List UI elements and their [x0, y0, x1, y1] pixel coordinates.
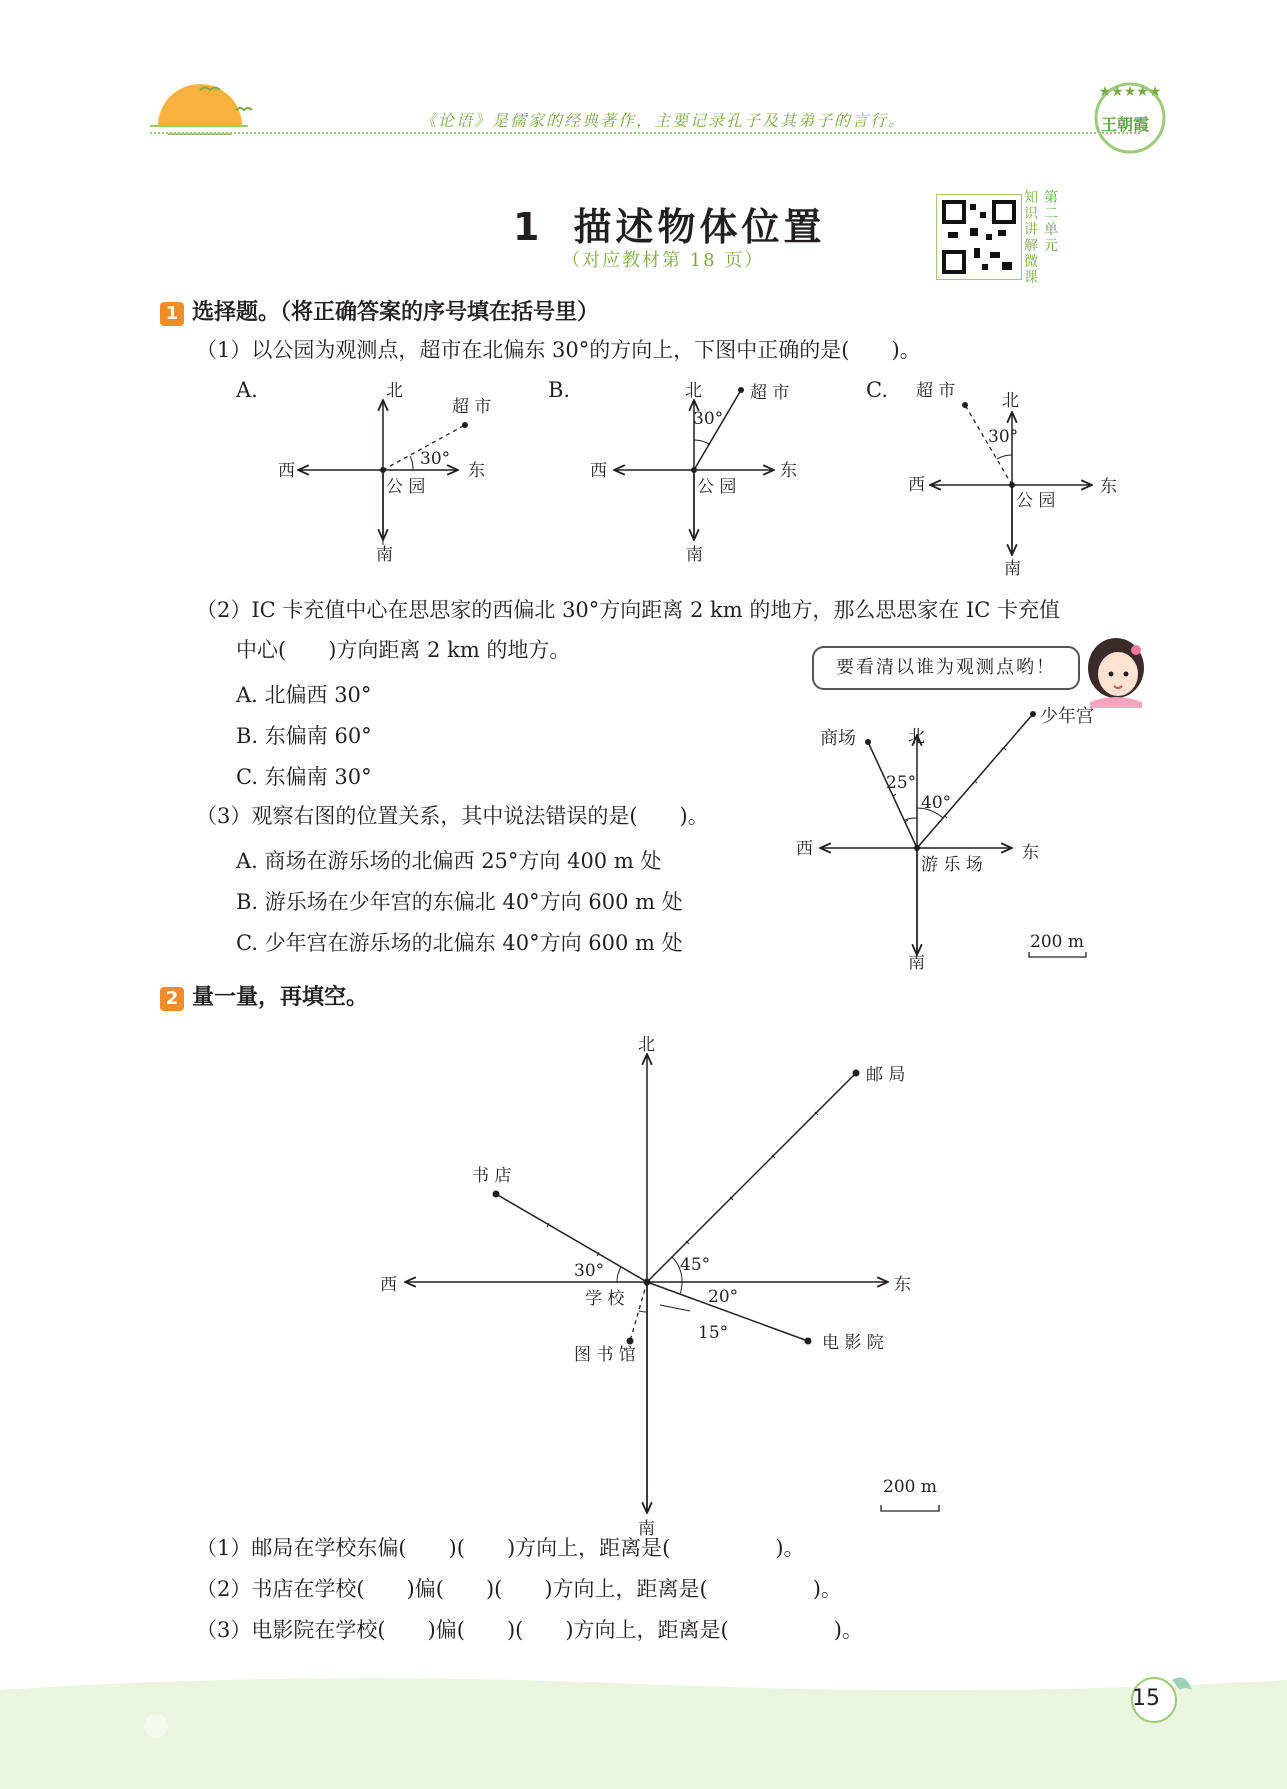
s2-cinema: 电 影 院 [822, 1333, 884, 1353]
q1-text: （1）以公园为观测点，超市在北偏东 30°的方向上，下图中正确的是( )。 [196, 338, 921, 362]
q3-option-a[interactable]: A. 商场在游乐场的北偏西 25°方向 400 m 处 [236, 849, 662, 873]
page-number: 15 [1132, 1686, 1160, 1711]
logo-text: 王朝霞 [1101, 115, 1150, 134]
c-east: 东 [1100, 477, 1117, 497]
q2-option-b[interactable]: B. 东偏南 60° [236, 724, 372, 748]
s2-center: 学 校 [585, 1289, 625, 1309]
q2-option-a[interactable]: A. 北偏西 30° [236, 683, 372, 707]
s2-question-1[interactable]: （1）邮局在学校东偏( )( )方向上，距离是( )。 [196, 1536, 805, 1560]
s2-north: 北 [638, 1035, 655, 1055]
a-west: 西 [278, 461, 295, 481]
q2-text-line2: 中心( )方向距离 2 km 的地方。 [236, 638, 571, 662]
a-park: 公 园 [386, 477, 426, 497]
b-east: 东 [780, 461, 797, 481]
section1-title: 选择题。（将正确答案的序号填在括号里） [192, 300, 600, 325]
q3-option-c[interactable]: C. 少年宫在游乐场的北偏东 40°方向 600 m 处 [236, 931, 683, 955]
q3-text: （3）观察右图的位置关系，其中说法错误的是( )。 [196, 804, 709, 828]
s2-scale-label: 200 m [883, 1477, 937, 1497]
c-north: 北 [1002, 391, 1019, 411]
c-market: 超 市 [916, 381, 956, 401]
s2-angle-20: 20° [708, 1287, 739, 1307]
b-north: 北 [685, 381, 702, 401]
title-text: 描述物体位置 [573, 205, 826, 249]
c-south: 南 [1004, 559, 1021, 579]
c-angle: 30° [988, 427, 1019, 447]
s2-south: 南 [638, 1519, 655, 1539]
a-north: 北 [386, 381, 403, 401]
q2-option-c[interactable]: C. 东偏南 30° [236, 765, 372, 789]
qr-lesson-label: 知识讲解微课 [1024, 190, 1038, 286]
b-market: 超 市 [750, 383, 790, 403]
q1-option-b[interactable]: B. [548, 378, 571, 402]
q3-option-b[interactable]: B. 游乐场在少年宫的东偏北 40°方向 600 m 处 [236, 890, 683, 914]
q3-east: 东 [1022, 843, 1039, 863]
s2-bookstore: 书 店 [472, 1166, 512, 1186]
q3-west: 西 [796, 839, 813, 859]
s2-west: 西 [380, 1275, 397, 1295]
q3-palace: 少年宫 [1040, 706, 1094, 727]
s2-question-2[interactable]: （2）书店在学校( )偏( )( )方向上，距离是( )。 [196, 1577, 842, 1601]
s2-question-3[interactable]: （3）电影院在学校( )偏( )( )方向上，距离是( )。 [196, 1618, 863, 1642]
s2-library: 图 书 馆 [574, 1345, 636, 1365]
s2-east: 东 [894, 1275, 911, 1295]
s2-angle-30: 30° [574, 1261, 605, 1281]
q3-angle-25: 25° [886, 773, 917, 793]
footer-decoration [0, 1660, 1287, 1789]
s2-post: 邮 局 [866, 1065, 906, 1085]
qr-unit-label: 第二单元 [1044, 190, 1058, 254]
hint-bubble: 要看清以谁为观测点哟！ [812, 646, 1080, 690]
q3-south: 南 [908, 953, 925, 973]
q3-mall: 商场 [820, 728, 856, 749]
header-quote: 《论语》是儒家的经典著作，主要记录孔子及其弟子的言行。 [420, 111, 907, 130]
a-angle: 30° [420, 449, 451, 469]
q3-angle-40: 40° [921, 793, 952, 813]
s2-angle-15: 15° [698, 1323, 729, 1343]
b-park: 公 园 [697, 477, 737, 497]
q3-center: 游 乐 场 [921, 855, 983, 875]
q1-option-c[interactable]: C. [866, 378, 888, 402]
section1-badge: 1 [160, 302, 184, 326]
title-number: 1 [513, 205, 544, 249]
q1-option-a[interactable]: A. [236, 378, 258, 402]
q3-north: 北 [908, 727, 925, 747]
a-market: 超 市 [452, 397, 492, 417]
b-angle: 30° [693, 409, 724, 429]
b-south: 南 [686, 545, 703, 565]
a-east: 东 [468, 461, 485, 481]
s2-angle-45: 45° [680, 1255, 711, 1275]
s2-scale-bar [881, 1505, 939, 1511]
section2-title: 量一量，再填空。 [192, 985, 369, 1010]
q2-text-line1: （2）IC 卡充值中心在思思家的西偏北 30°方向距离 2 km 的地方，那么思思家在 IC 卡充值 [196, 598, 1061, 622]
c-park: 公 园 [1016, 491, 1056, 511]
b-west: 西 [590, 461, 607, 481]
c-west: 西 [908, 475, 925, 495]
svg-text:★★★★★: ★★★★★ [1098, 84, 1162, 100]
q3-scale-label: 200 m [1030, 932, 1084, 952]
a-south: 南 [376, 545, 393, 565]
page-subtitle: （对应教材第 18 页） [562, 250, 765, 271]
section2-badge: 2 [160, 987, 184, 1011]
